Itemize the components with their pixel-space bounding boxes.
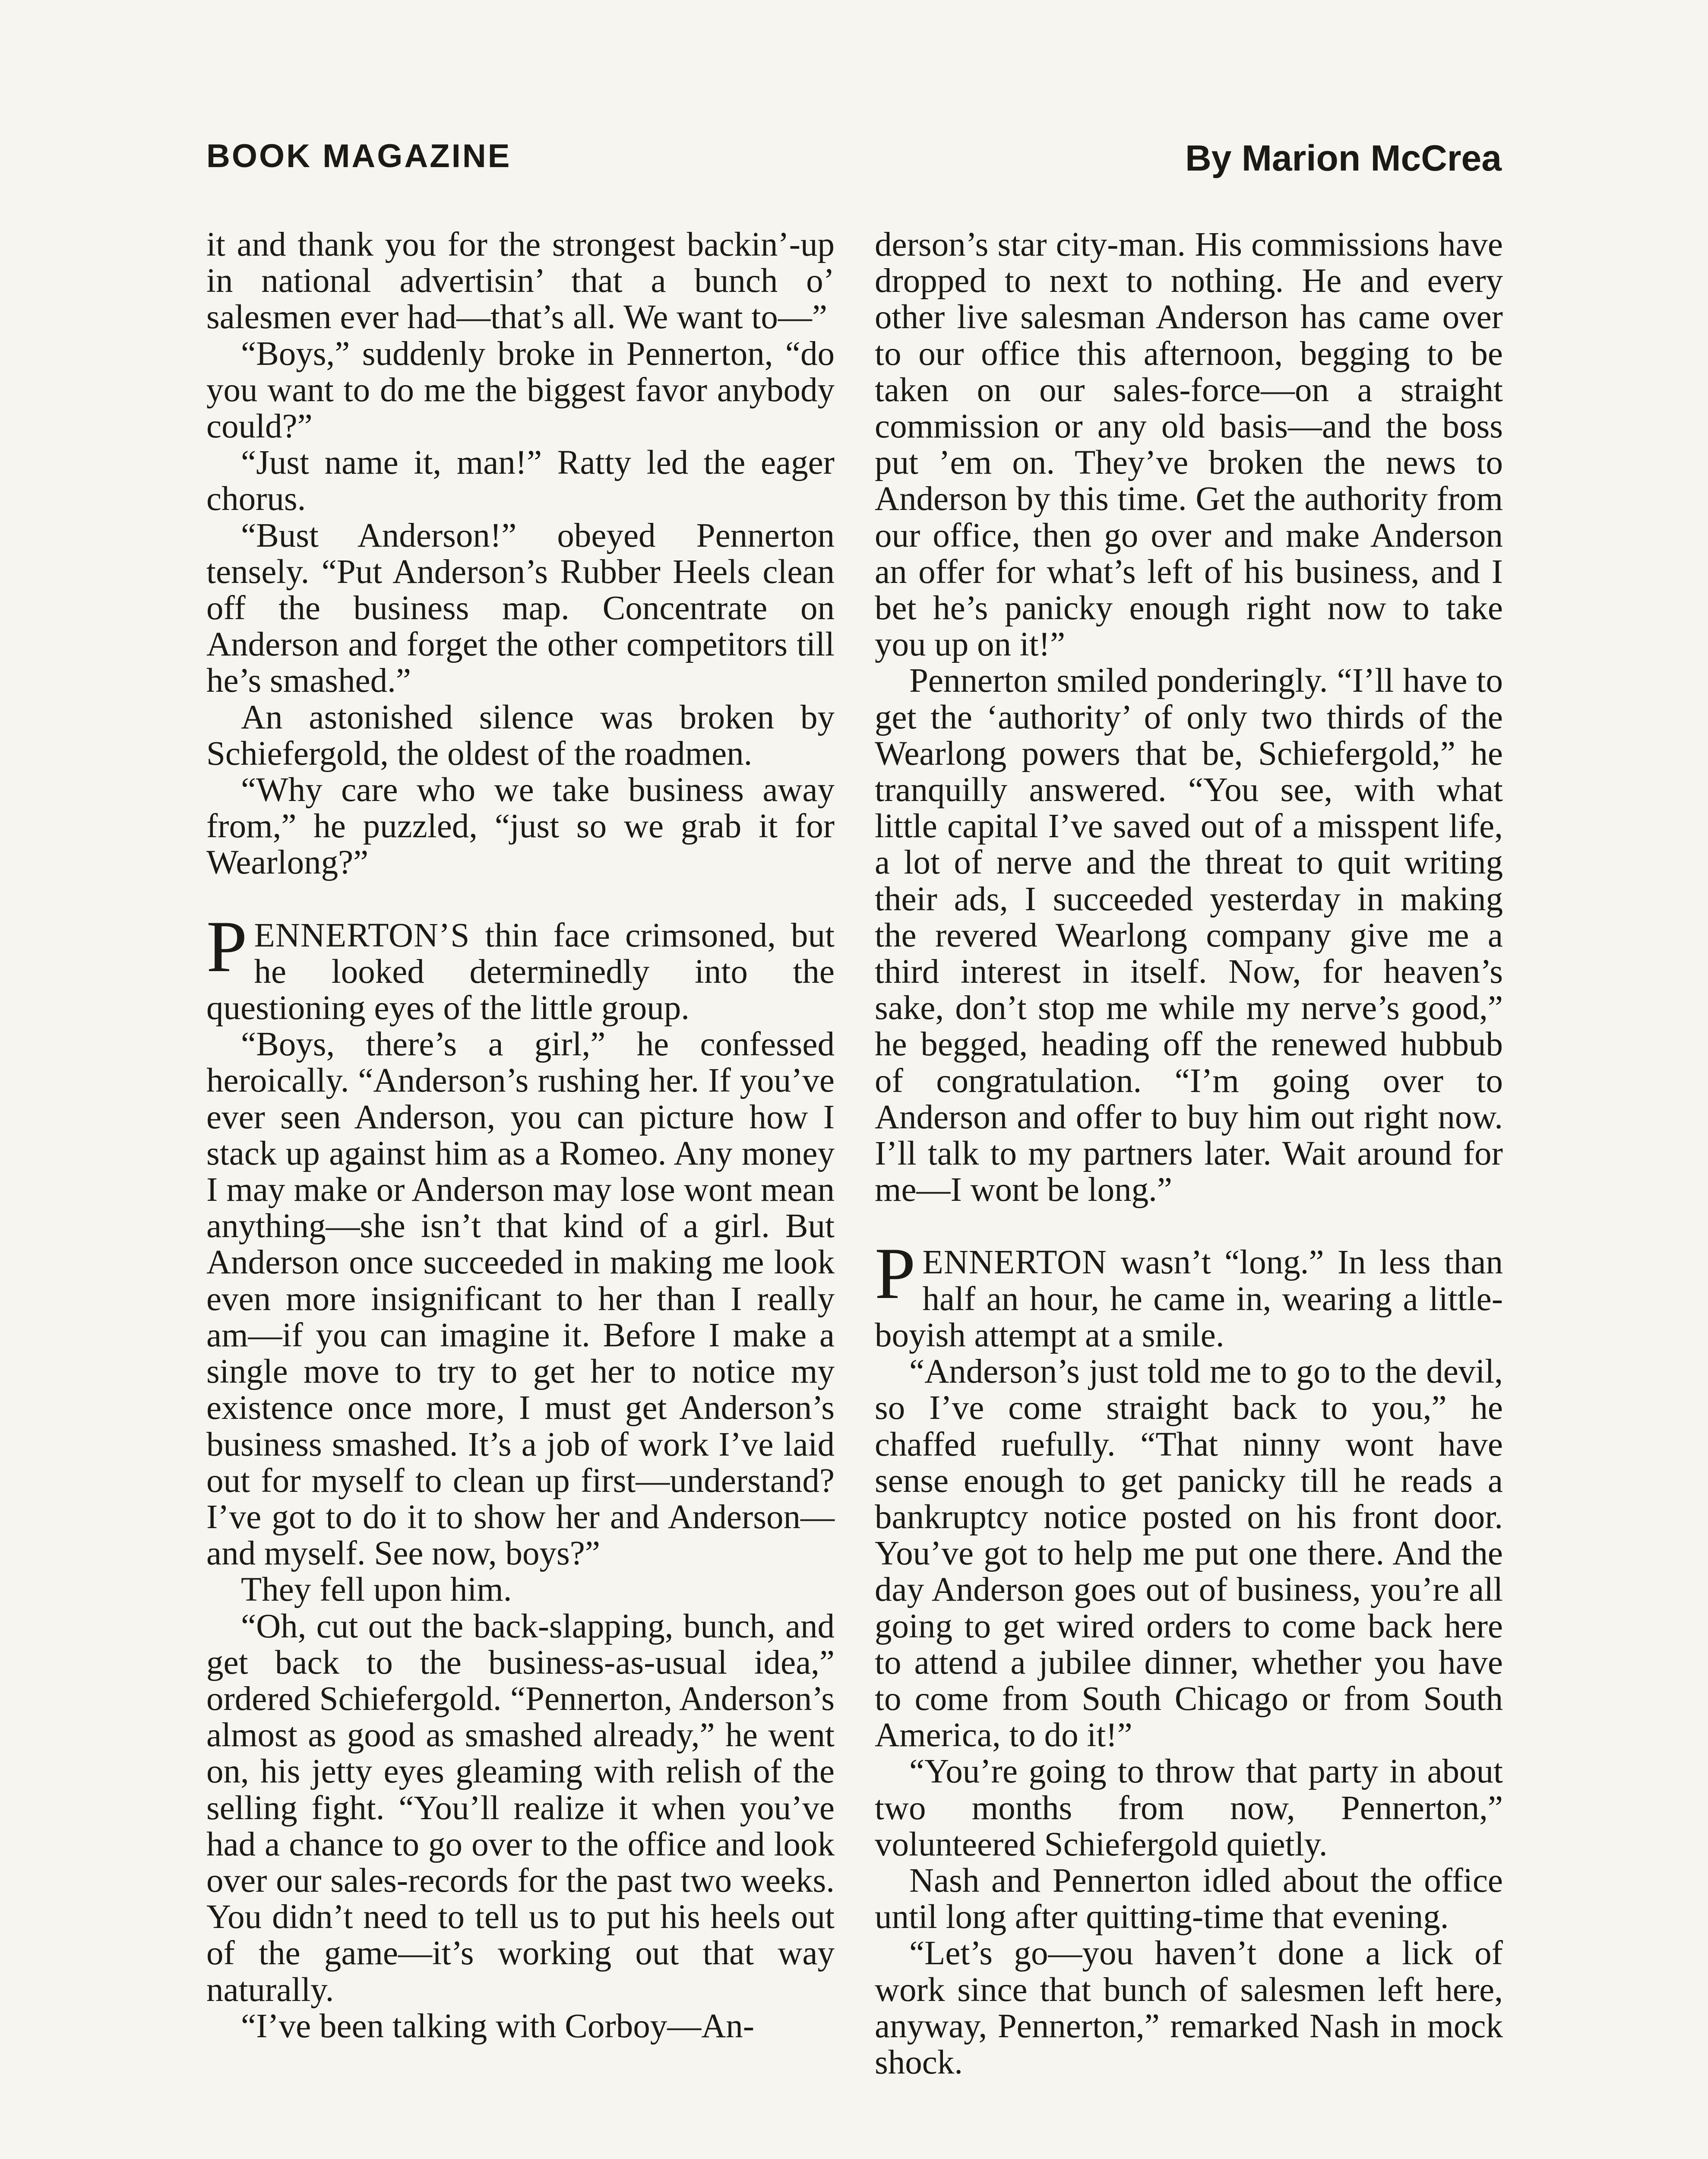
section-opening-paragraph bbox=[206, 905, 835, 1027]
paragraph: “Anderson’s just told me to go to the devil, so I’ve come straight back to you,” he chaffed ruefully. “That ninny wont have sense enough to get panicky till he reads a bankruptcy notice posted on his front door. You’ve got to help me put one there. And the day Anderson goes out of business, you’re all going to get wired orders to come back here to attend a jubilee dinner, whether you have to come from South Chicago or from South America, to do it!” bbox=[875, 1353, 1503, 1754]
section-lead-text: wasn’t “long.” In less than half an hour, he came in, wearing a little-boyish attempt at a smile. bbox=[875, 1244, 1503, 1354]
paragraph: Pennerton smiled ponderingly. “I’ll have to get the ‘authority’ of only two thirds of the Wearlong powers that be, Schiefergold,” he tranquilly answered. “You see, with what little capital I’ve saved out of a misspent life, a lot of nerve and the threat to quit writing their ads, I succeeded yesterday in making the revered Wearlong company give me a third interest in itself. Now, for heaven’s sake, don’t stop me while my nerve’s good,” he begged, heading off the renewed hubbub of congratulation. “I’m going over to Anderson and offer to buy him out right now. I’ll talk to my partners later. Wait around for me—I wont be long.” bbox=[875, 662, 1503, 1209]
paragraph: An astonished silence was broken by Schiefergold, the oldest of the roadmen. bbox=[206, 698, 835, 772]
author-byline: By Marion McCrea bbox=[1185, 138, 1502, 178]
paragraph: “Bust Anderson!” obeyed Pennerton tensely. “Put Anderson’s Rubber Heels clean off the business map. Concentrate on Anderson and forget the other competitors till he’s smashed.” bbox=[206, 516, 835, 700]
paragraph: “Boys, there’s a girl,” he confessed heroically. “Anderson’s rushing her. If you’ve ever seen Anderson, you can picture how I stack up against him as a Romeo. Any money I may make or Anderson may lose wont mean anything—she isn’t that kind of a girl. But Anderson once succeeded in making me look even more insignificant to her than I really am—if you can imagine it. Before I make a single move to try to get her to notice my existence once more, I must get Anderson’s business smashed. It’s a job of work I’ve laid out for myself to clean up first—understand? I’ve got to do it to show her and Anderson—and myself. See now, boys?” bbox=[206, 1026, 835, 1573]
drop-cap: P bbox=[875, 1233, 916, 1314]
right-column bbox=[875, 227, 1503, 2081]
paragraph: “Boys,” suddenly broke in Pennerton, “do you want to do me the biggest favor anybody could?” bbox=[206, 335, 835, 446]
running-header bbox=[206, 137, 1502, 185]
section-lead-text: thin face crimsoned, but he looked determinedly into the questioning eyes of the little group. bbox=[206, 916, 835, 1027]
left-column bbox=[206, 227, 835, 2045]
section-lead-word: ENNERTON’S bbox=[254, 916, 470, 954]
paragraph: “Just name it, man!” Ratty led the eager chorus. bbox=[206, 444, 835, 518]
paragraph: They fell upon him. bbox=[241, 1571, 512, 1609]
paragraph: “Let’s go—you haven’t done a lick of work since that bunch of salesmen left here, anyway, Pennerton,” remarked Nash in mock shock. bbox=[875, 1934, 1503, 2081]
paragraph: it and thank you for the strongest backin’-up in national advertisin’ that a bunch o’ salesmen ever had—that’s all. We want to—” bbox=[206, 226, 835, 336]
paragraph: derson’s star city-man. His commissions have dropped to next to nothing. He and every other live salesman Anderson has came over to our office this afternoon, begging to be taken on our sales-force—on a straight commission or any old basis—and the boss put ’em on. They’ve broken the news to Anderson by this time. Get the authority from our office, then go over and make Anderson an offer for what’s left of his business, and I bet he’s panicky enough right now to take you up on it!” bbox=[875, 226, 1503, 664]
section-lead-word: ENNERTON bbox=[922, 1244, 1107, 1282]
paragraph: Nash and Pennerton idled about the office until long after quitting-time that evening. bbox=[875, 1861, 1503, 1936]
paragraph: “You’re going to throw that party in about two months from now, Pennerton,” volunteered Schiefergold quietly. bbox=[875, 1753, 1503, 1863]
paragraph: “Oh, cut out the back-slapping, bunch, and get back to the business-as-usual idea,” ordered Schiefergold. “Pennerton, Anderson’s almost as good as smashed already,” he went on, his jetty eyes gleaming with relish of the selling fight. “You’ll realize it when you’ve had a chance to go over to the office and look over our sales-records for the past two weeks. You didn’t need to tell us to put his heels out of the game—it’s working out that way naturally. bbox=[206, 1607, 835, 2009]
paragraph: “Why care who we take business away from,” he puzzled, “just so we grab it for Wearlong?” bbox=[206, 771, 835, 882]
drop-cap: P bbox=[206, 905, 247, 987]
magazine-title: BOOK MAGAZINE bbox=[206, 138, 512, 174]
section-opening-paragraph bbox=[875, 1233, 1503, 1354]
paragraph: “I’ve been talking with Corboy—An- bbox=[241, 2007, 755, 2045]
